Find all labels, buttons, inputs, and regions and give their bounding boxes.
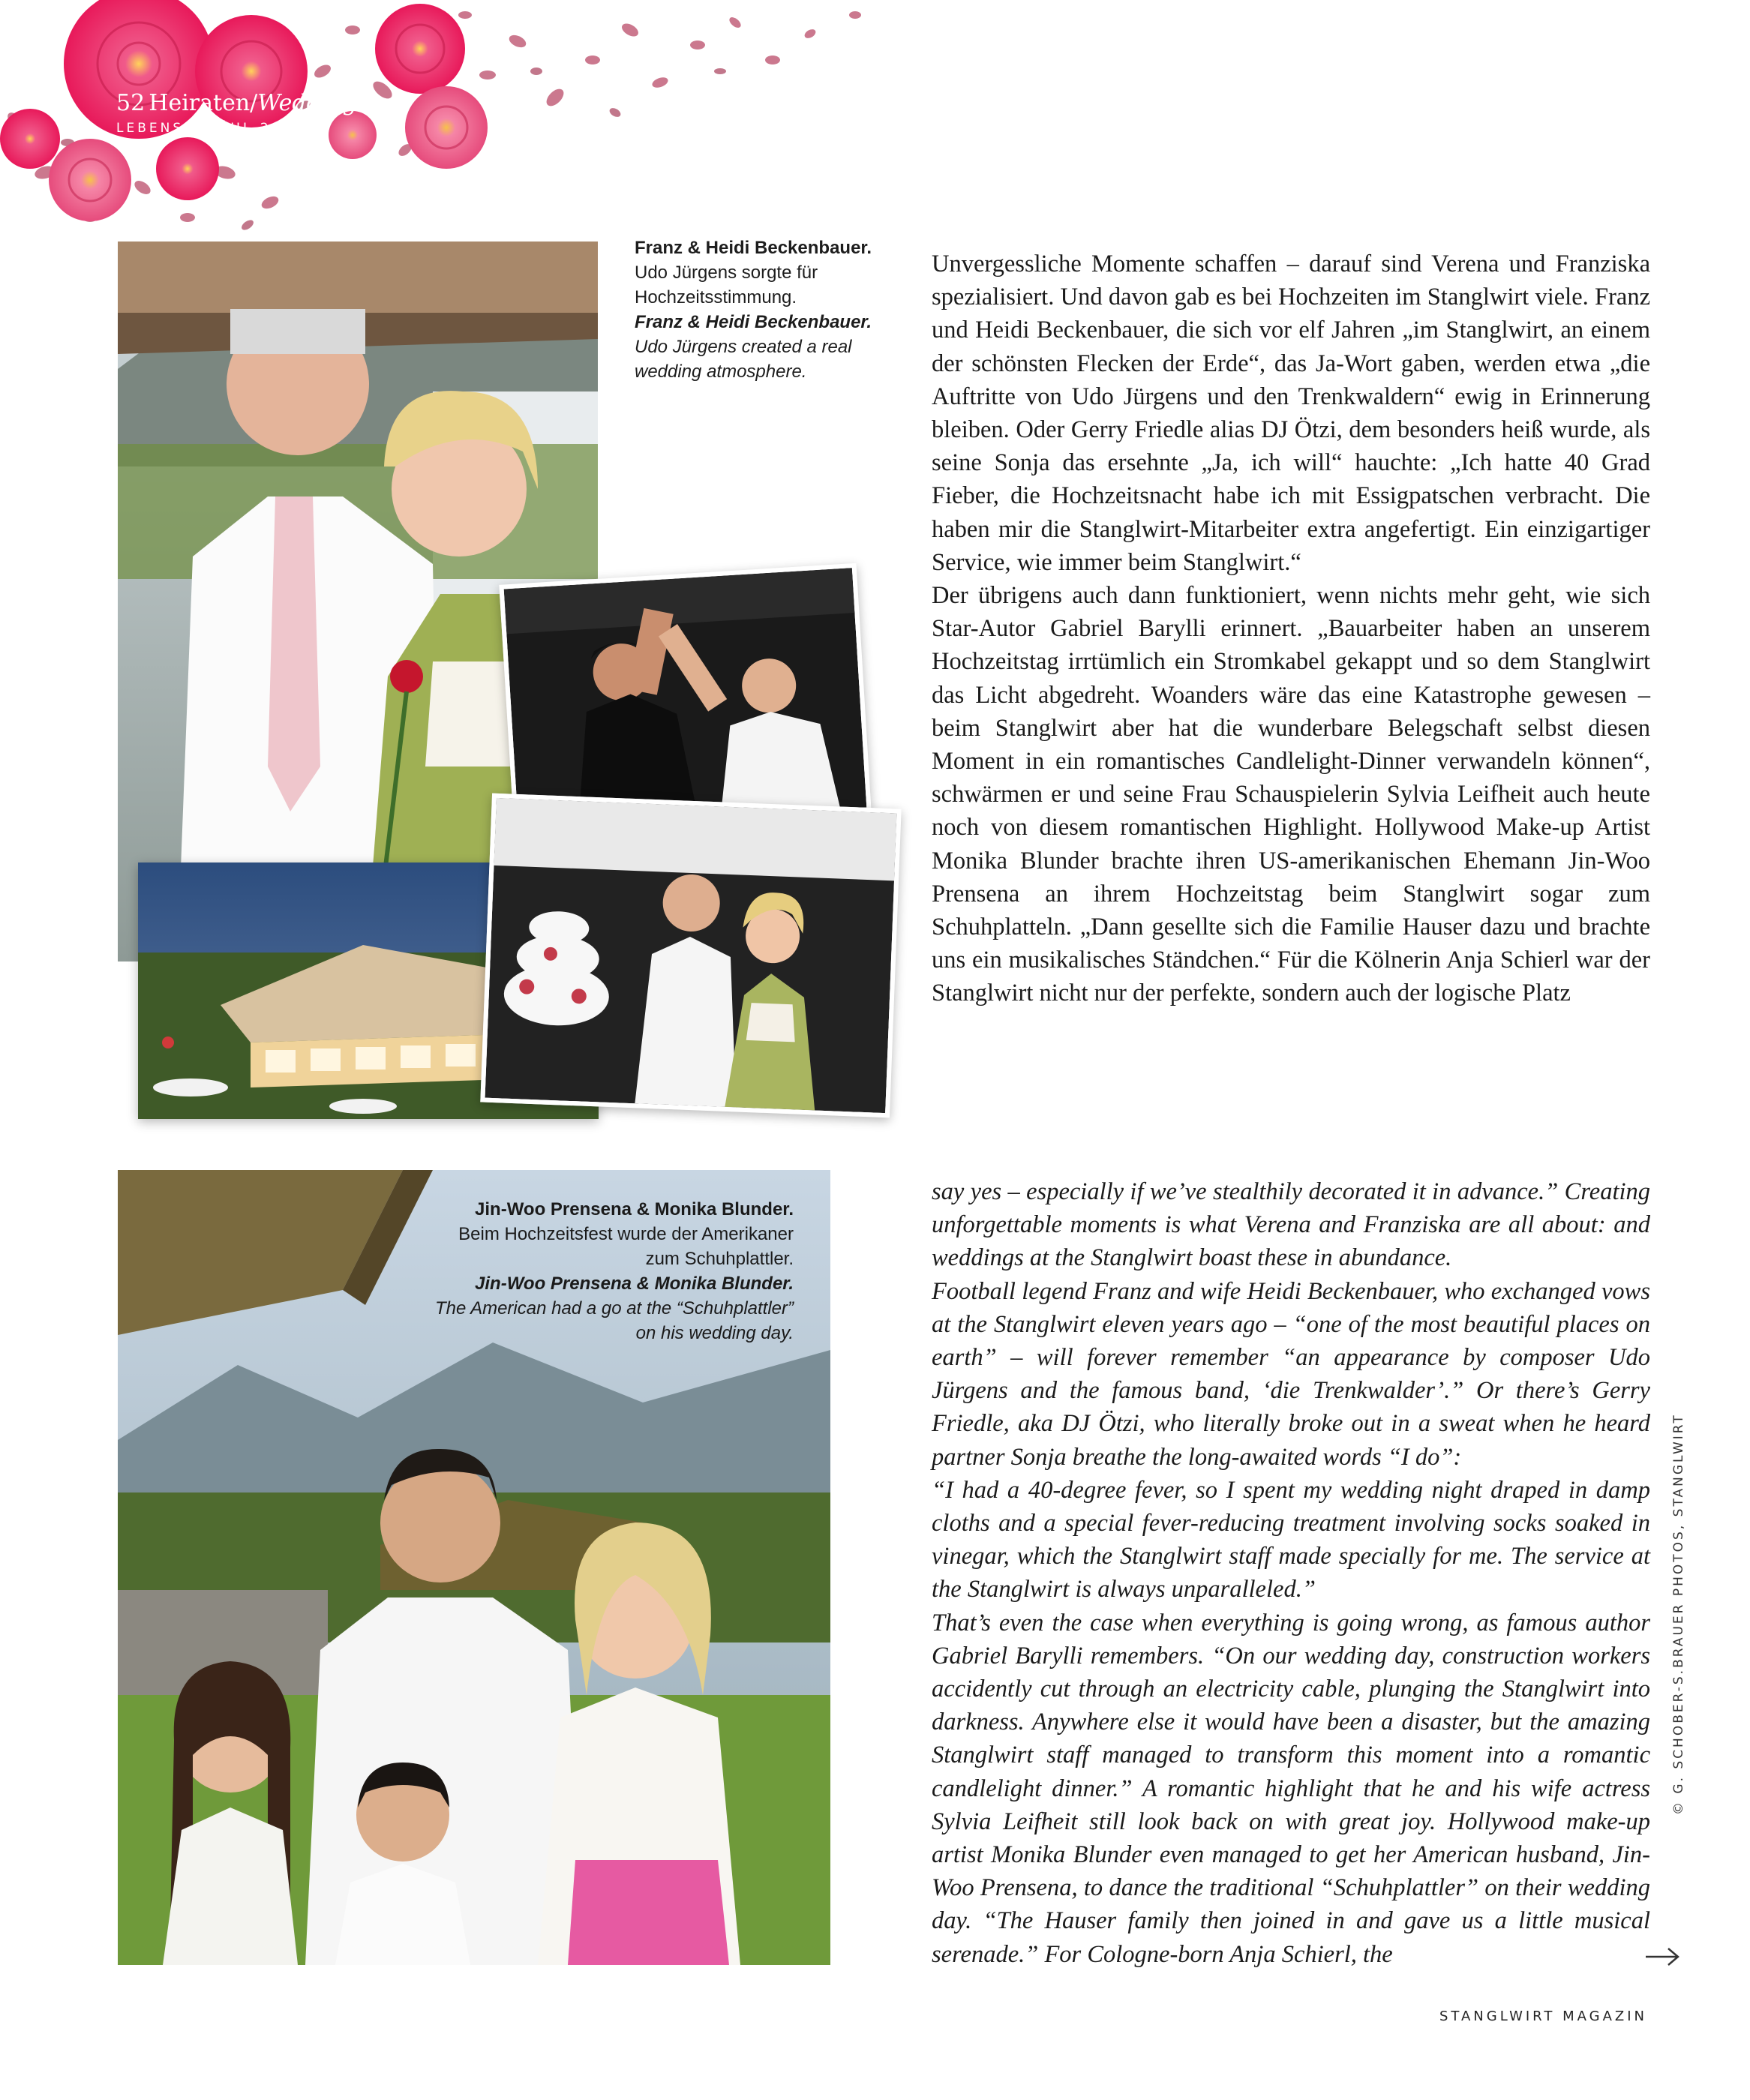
article-paragraph-en: say yes – especially if we’ve stealthily decorated it in advance.” Creating unforgettable moments is what Verena and Franziska are all about: and weddings at the Stanglwirt boast these in abundance. [932, 1178, 1650, 1272]
issue-subtitle: LEBENSGEFÜHL 2018 [116, 121, 305, 136]
article-paragraph-de: Unvergessliche Momente schaffen – darauf sind Verena und Franziska spezialisiert. Und davon gab es bei Hochzeiten im Stanglwirt viele. Franz und Heidi Beckenbauer, die sich vor elf Jahren „im Stanglwirt, an einem der schönsten Flecken der Erde“, das Ja-Wort gaben, werden etwa „die Auftritte von Udo Jürgens und den Trenkwaldern“ ewig in Erinnerung bleiben. Oder Gerry Friedle alias DJ Ötzi, dem besonders heiß wurde, als seine Sonja das ersehnte „Ja, ich will“ hauchte: „Ich hatte 40 Grad Fieber, die Hochzeitsnacht habe ich mit Essigpatschen verbracht. Die haben mir die Stanglwirt-Mitarbeiter extra angefertigt. Ein einzigartiger Service, wie immer beim Stanglwirt.“ [932, 250, 1650, 576]
article-paragraph-en: Football legend Franz and wife Heidi Beckenbauer, who exchanged vows at the Stanglwirt eleven years ago – “one of the most beautiful places on earth” – will forever remember “an appearance by composer Udo Jürgens and the famous band, ‘die Trenkwalder’.” Or there’s Gerry Friedle, aka DJ Ötzi, who literally broke out in a sweat when he heard partner Sonja breathe the long-awaited words “I do”: [932, 1277, 1650, 1471]
page-header [116, 90, 368, 136]
caption-names-en: Franz & Heidi Beckenbauer. [635, 312, 872, 332]
photo-stage-performance [499, 563, 871, 834]
caption-text-de: Udo Jürgens sorgte für Hochzeitsstimmung. [635, 262, 818, 308]
article-paragraph-en: “I had a 40-degree fever, so I spent my wedding night draped in damp cloths and a special fever-reducing treatment involving socks soaked in vinegar, which the Stanglwirt staff made specially for me. The service at the Stanglwirt is always unparalleled.” [932, 1476, 1650, 1604]
caption-names-de: Franz & Heidi Beckenbauer. [635, 238, 872, 258]
magazine-footer: STANGLWIRT MAGAZIN [1439, 2008, 1647, 2024]
photo-cake-cutting [480, 794, 901, 1118]
caption-text-en: Udo Jürgens created a real wedding atmosphere. [635, 337, 852, 382]
arrow-right-icon [1644, 1946, 1680, 1968]
caption-text-de: Beim Hochzeitsfest wurde der Amerikaner zum Schuhplattler. [458, 1224, 794, 1269]
article-body-en [932, 1175, 1650, 1971]
caption-names-de: Jin-Woo Prensena & Monika Blunder. [475, 1199, 794, 1220]
section-separator: / [250, 90, 258, 116]
section-title: Heiraten [149, 90, 251, 116]
caption-beckenbauer [635, 236, 890, 384]
article-body-de [932, 248, 1650, 1010]
section-title-en: Weddings [257, 90, 369, 116]
page-number: 52 [116, 90, 146, 116]
article-paragraph-en: That’s even the case when everything is going wrong, as famous author Gabriel Barylli remembers. “On our wedding day, construction workers accidently cut through an electricity cable, plunging the Stanglwirt into darkness. Anywhere else it would have been a disaster, but the amazing Stanglwirt staff managed to transform this moment into a romantic candlelight dinner.” A romantic highlight that he and his wife actress Sylvia Leifheit still look back on with great joy. Hollywood make-up artist Monika Blunder even managed to get her American husband, Jin-Woo Prensena, to dance the traditional “Schuhplattler” on their wedding day. “The Hauser family then joined in and gave us a little musical serenade.” For Cologne-born Anja Schierl, the [932, 1609, 1650, 1968]
article-paragraph-de: Der übrigens auch dann funktioniert, wenn nichts mehr geht, wie sich Star-Autor Gabriel Barylli erinnert. „Bauarbeiter haben an unserem Hochzeitstag irrtümlich ein Stromkabel gekappt und so dem Stanglwirt das Licht abgedreht. Woanders wäre das eine Katastrophe gewesen – beim Stanglwirt aber hat die wunderbare Belegschaft selbst diesen Moment in ein romantisches Candlelight-Dinner verwandeln können“, schwärmen er und seine Frau Schauspielerin Sylvia Leifheit auch heute noch von diesem romantischen Highlight. Hollywood Make-up Artist Monika Blunder brachte ihren US-amerikanischen Ehemann Jin-Woo Prensena an ihrem Hochzeitstag beim Stanglwirt sogar zum Schuhplatteln. „Dann gesellte sich die Familie Hauser dazu und brachte uns ein musikalisches Ständchen.“ Für die Kölnerin Anja Schierl war der Stanglwirt nicht nur der perfekte, sondern auch der logische Platz [932, 582, 1650, 1007]
photo-credit: © G. SCHOBER-S.BRAUER PHOTOS, STANGLWIRT [1671, 1413, 1686, 1815]
caption-text-en: The American had a go at the “Schuhplattler” on his wedding day. [434, 1298, 794, 1343]
caption-names-en: Jin-Woo Prensena & Monika Blunder. [475, 1274, 794, 1294]
caption-prensena [420, 1197, 794, 1346]
